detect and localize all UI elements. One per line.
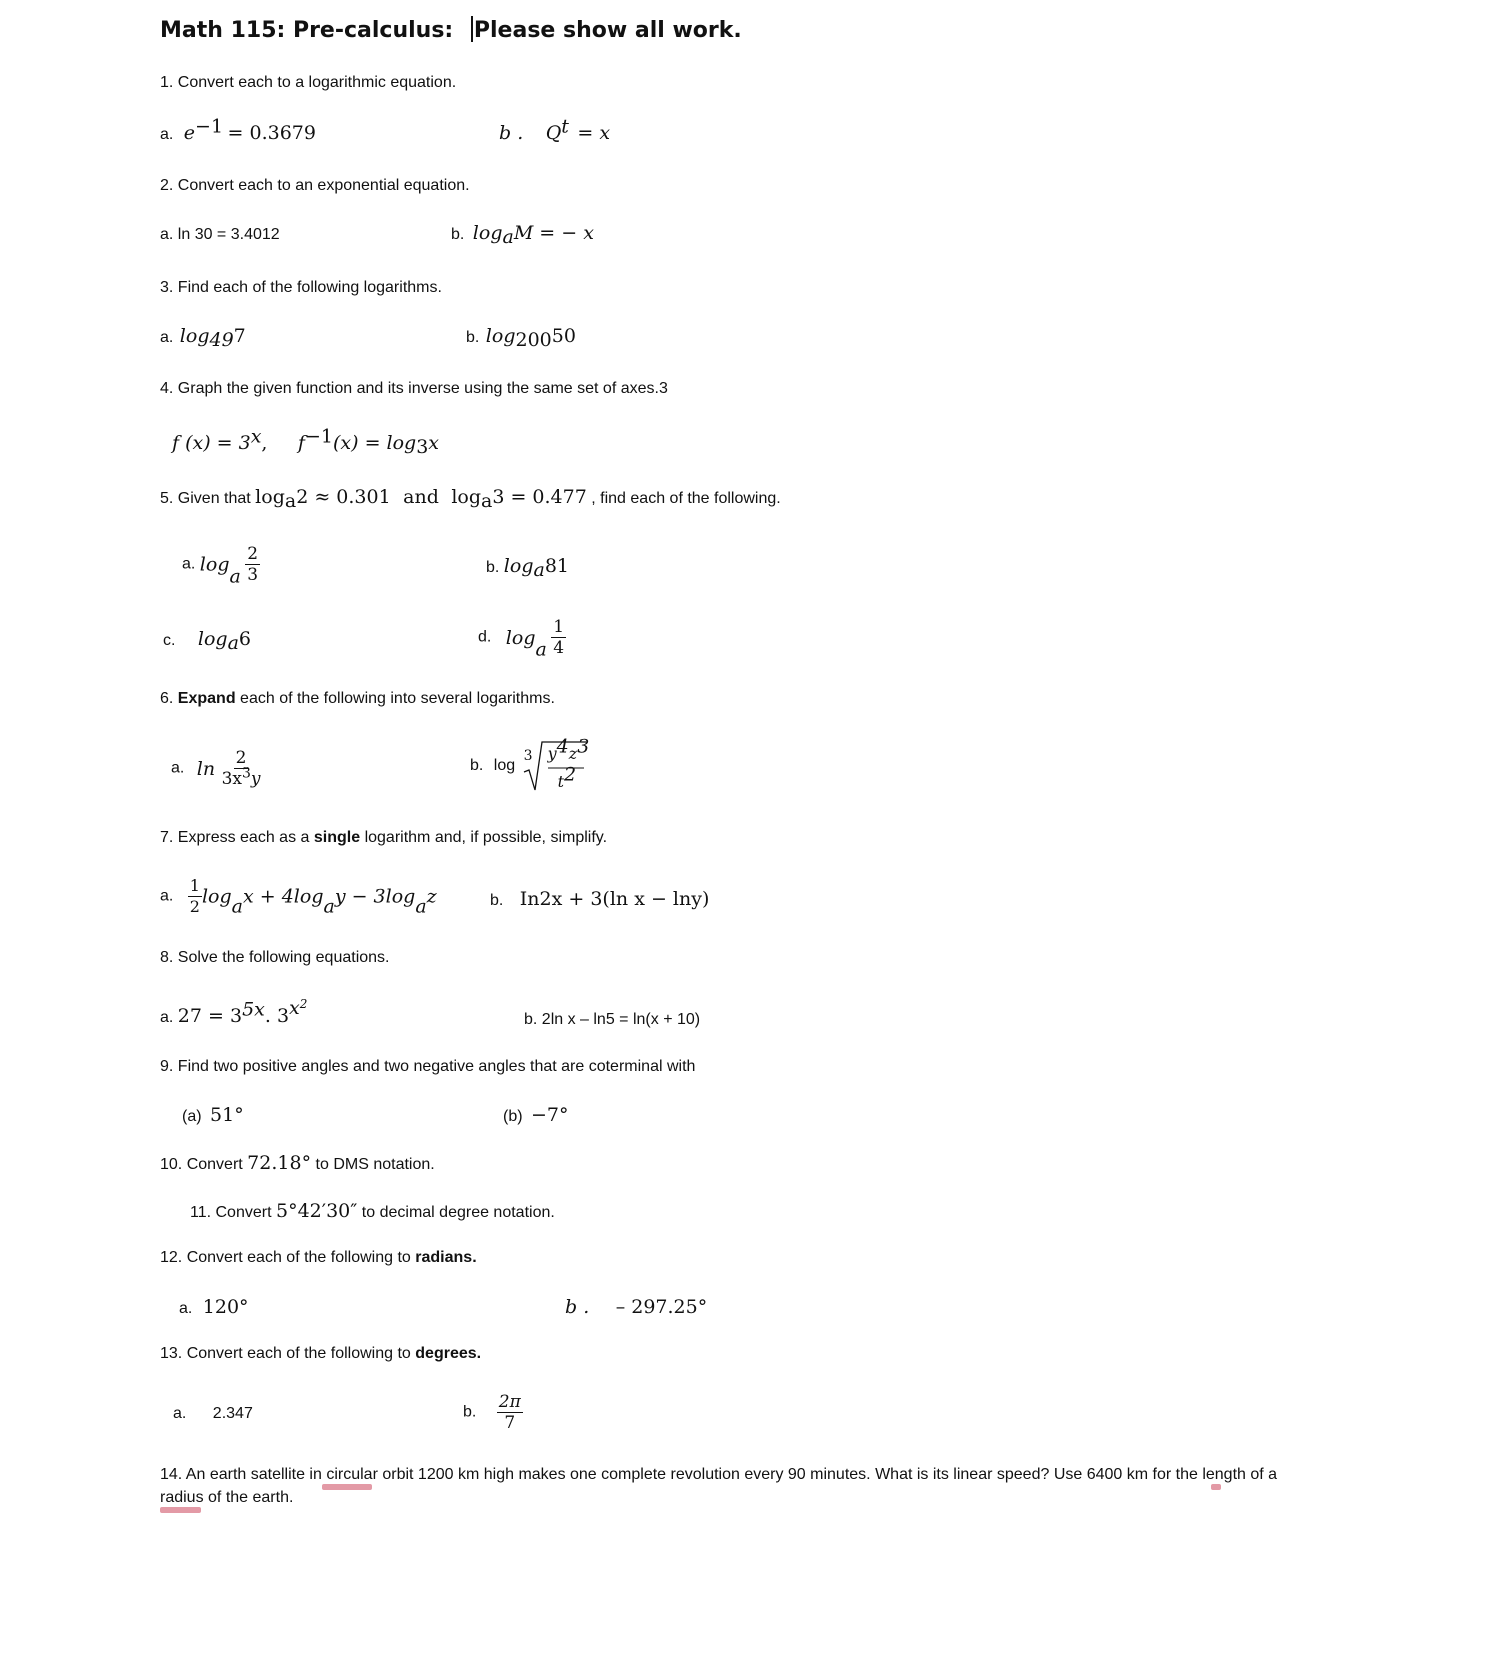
question-14-line-1: 14. An earth satellite in circular orbit 1200 km high makes one complete revolution every 90 minutes. What is its linear speed? Use 6400 km for the length of a xyxy=(160,1466,1278,1483)
spellcheck-word: radius xyxy=(160,1489,204,1506)
spellcheck-underline xyxy=(322,1484,372,1490)
text-cursor xyxy=(471,16,473,42)
fraction: $\frac{2}{3x^3y}$ xyxy=(221,748,261,789)
question-14-line-2: radius of the earth. xyxy=(160,1489,294,1506)
q5-part-d: d. $\log_a$ $\frac{1}{4}$ xyxy=(478,617,565,661)
q6-part-a: a. ln $\frac{2}{3x^3y}$ xyxy=(171,748,261,789)
fraction: $\frac{1}{2}$ xyxy=(189,876,200,916)
fraction: $\frac{1}{4}$ xyxy=(553,617,565,658)
q4-functions: f $(x) = 3^x$, $f^{-1}(x) = \log_3x$ xyxy=(172,425,440,459)
instruction: Please show all work. xyxy=(473,18,742,43)
question-5: 5. Given that $\log_a2 \approx 0.301$ and $\log_a3 = 0.477$ , find each of the following. xyxy=(160,486,781,513)
q3-part-a: a. $\log_{49}7$ xyxy=(160,325,246,352)
question-11: 11. Convert 5°42′30″ to decimal degree notation. xyxy=(190,1200,555,1222)
fraction: $\frac{2\pi}{7}$ xyxy=(498,1392,521,1433)
spellcheck-underline xyxy=(160,1507,201,1513)
q2-part-b: b. $\log_aM$ = − x xyxy=(451,222,594,249)
q5-part-c: c. $\log_a6$ xyxy=(163,628,252,655)
q1-part-b: b . $Q^t = x$ xyxy=(499,115,611,144)
q12-part-a: a. 120° xyxy=(179,1296,249,1318)
course-title: Math 115: Pre-calculus: xyxy=(160,18,454,43)
radicand-numerator: $y^4z^3$ xyxy=(547,735,590,763)
q8-part-b: b. 2ln x – ln5 = ln(x + 10) xyxy=(524,1011,701,1028)
q8-part-a: a. $27 = 3^{5x}$. $3^{x^2}$ xyxy=(160,997,308,1027)
question-8: 8. Solve the following equations. xyxy=(160,949,390,966)
q1-part-a: a. $e^{-1} = 0.3679$ xyxy=(160,115,316,144)
q7-part-a: a. $\frac{1}{2}$ $\log_ax + 4\log_ay - 3\log_az$ xyxy=(160,876,437,918)
question-1: 1. Convert each to a logarithmic equation. xyxy=(160,74,457,91)
question-10: 10. Convert 72.18° to DMS notation. xyxy=(160,1152,435,1174)
question-7: 7. Express each as a single logarithm and, if possible, simplify. xyxy=(160,829,608,846)
q5-part-a: a. $\log_a$ $\frac{2}{3}$ xyxy=(182,544,259,588)
q7-part-b: b. In2x + 3(ln x − lny) xyxy=(490,888,710,910)
spellcheck-underline xyxy=(1211,1484,1221,1490)
q13-part-b: b. $\frac{2\pi}{7}$ xyxy=(463,1392,521,1433)
page-title xyxy=(160,16,742,43)
q9-part-b: (b) −7° xyxy=(503,1104,569,1126)
q6-part-b: b. log 3 $y^4z^3$ $t^2$ xyxy=(470,738,588,794)
radicand-denominator: $t^2$ xyxy=(557,763,577,791)
q5-part-b: b. $\log_a81$ xyxy=(486,555,569,582)
fraction: $\frac{2}{3}$ xyxy=(247,544,259,585)
question-9: 9. Find two positive angles and two negative angles that are coterminal with xyxy=(160,1058,696,1075)
question-4: 4. Graph the given function and its inverse using the same set of axes.3 xyxy=(160,380,668,397)
spellcheck-word: circular xyxy=(326,1466,378,1483)
question-6: 6. Expand each of the following into several logarithms. xyxy=(160,690,555,707)
q3-part-b: b. $\log_{200}50$ xyxy=(466,325,576,352)
question-12: 12. Convert each of the following to radians. xyxy=(160,1249,477,1266)
q9-part-a: (a) 51° xyxy=(182,1104,244,1126)
q2-part-a: a. ln 30 = 3.4012 xyxy=(160,226,280,243)
question-3: 3. Find each of the following logarithms. xyxy=(160,279,442,296)
q13-part-a: a. 2.347 xyxy=(173,1405,253,1422)
radical: 3 $y^4z^3$ $t^2$ xyxy=(520,738,588,794)
q12-part-b: b . – 297.25° xyxy=(565,1296,708,1318)
spellcheck-word: a xyxy=(1268,1466,1278,1483)
question-13: 13. Convert each of the following to degrees. xyxy=(160,1345,482,1362)
question-2: 2. Convert each to an exponential equation. xyxy=(160,177,470,194)
